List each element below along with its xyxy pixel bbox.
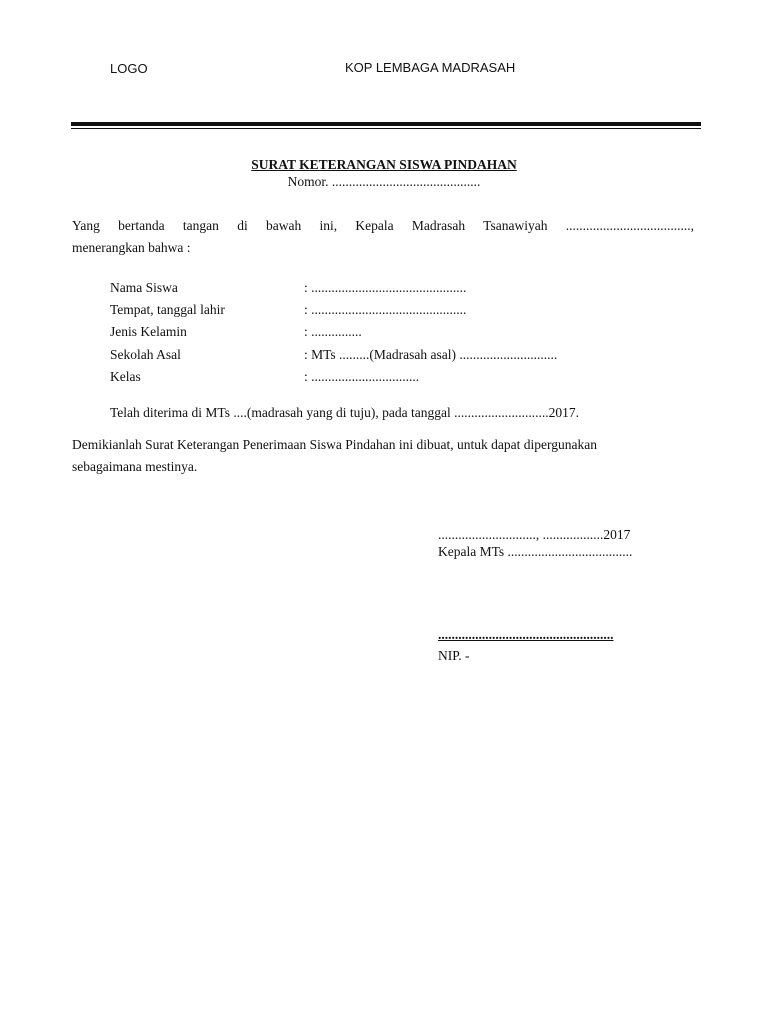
signature-position: Kepala MTs .....................................	[438, 544, 633, 559]
field-value-origin-school: : MTs .........(Madrasah asal) .............................	[304, 347, 558, 362]
field-value-class: : ................................	[304, 369, 420, 384]
intro-paragraph-line-2: menerangkan bahwa :	[72, 240, 191, 255]
signature-nip: NIP. -	[438, 648, 470, 663]
field-label-birth-place-date: Tempat, tanggal lahir	[110, 302, 225, 317]
signature-name: ....................................................	[438, 627, 614, 642]
field-label-gender: Jenis Kelamin	[110, 324, 187, 339]
closing-paragraph-line-2: sebagaimana mestinya.	[72, 459, 198, 474]
intro-paragraph-line-1: Yang bertanda tangan di bawah ini, Kepala Madrasah Tsanawiyah .....................................,	[72, 218, 694, 233]
field-label-origin-school: Sekolah Asal	[110, 347, 181, 362]
letter-title: SURAT KETERANGAN SISWA PINDAHAN	[251, 157, 517, 172]
letterhead-rule-thin	[71, 128, 701, 129]
signature-place-date: ............................., ..................2017	[438, 527, 631, 542]
letterhead-rule-thick	[71, 122, 701, 126]
field-label-student-name: Nama Siswa	[110, 280, 178, 295]
closing-paragraph-line-1: Demikianlah Surat Keterangan Penerimaan Siswa Pindahan ini dibuat, untuk dapat dipergunakan	[72, 437, 597, 452]
letter-number: Nomor. ............................................	[287, 174, 481, 189]
field-label-class: Kelas	[110, 369, 141, 384]
field-value-student-name: : ..............................................	[304, 280, 467, 295]
received-statement: Telah diterima di MTs ....(madrasah yang di tuju), pada tanggal ............................2017.	[110, 405, 580, 420]
logo-placeholder: LOGO	[110, 61, 148, 76]
field-value-gender: : ...............	[304, 324, 362, 339]
field-value-birth-place-date: : ..............................................	[304, 302, 467, 317]
institution-letterhead: KOP LEMBAGA MADRASAH	[345, 60, 516, 75]
